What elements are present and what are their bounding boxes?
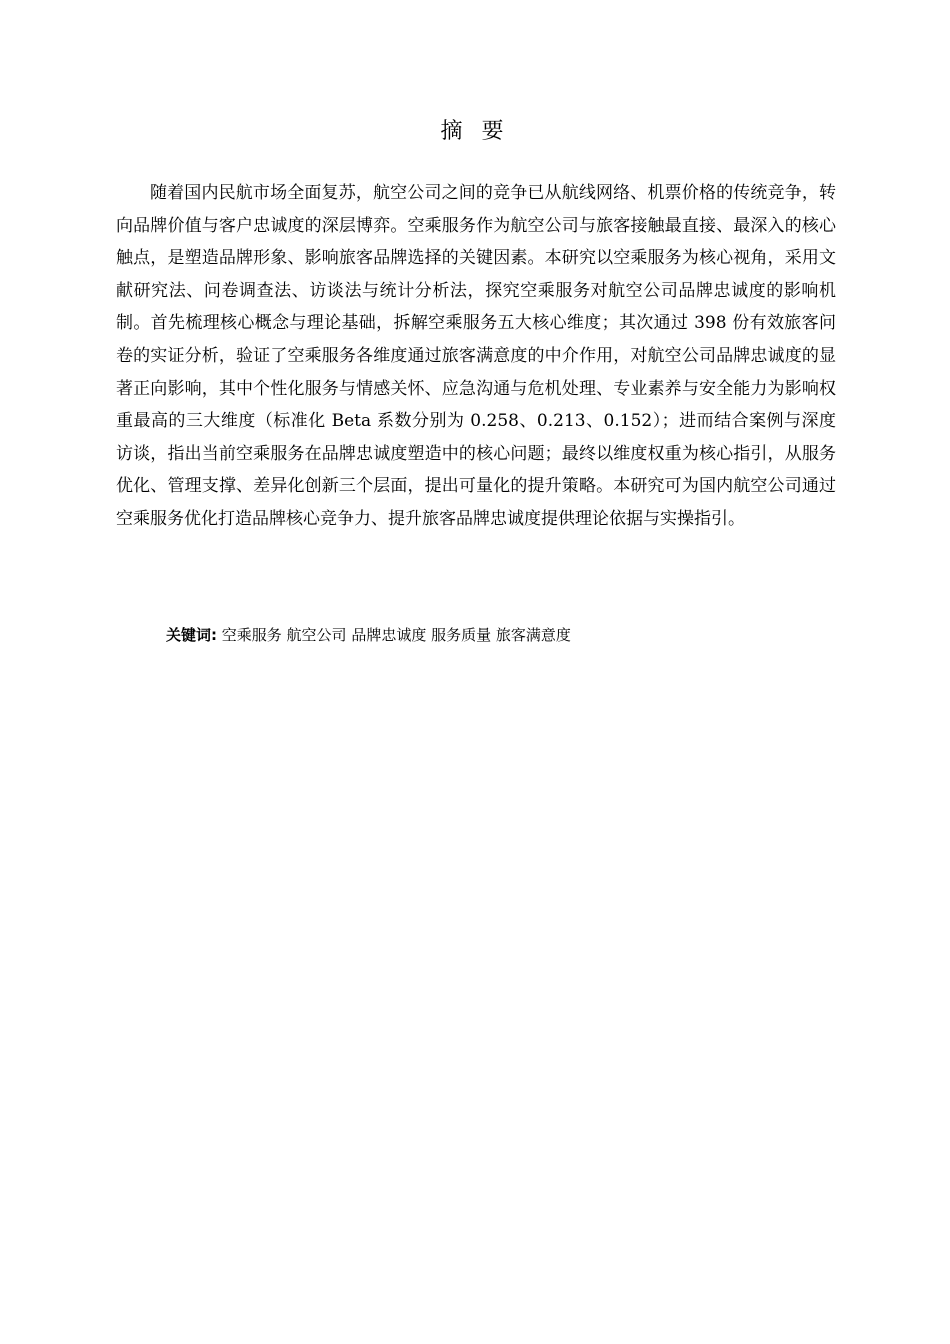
abstract-paragraph: 随着国内民航市场全面复苏，航空公司之间的竞争已从航线网络、机票价格的传统竞争，转向品牌价值与客户忠诚度的深层博弈。空乘服务作为航空公司与旅客接触最直接、最深入的核心触点，是塑造品牌形象、影响旅客品牌选择的关键因素。本研究以空乘服务为核心视角，采用文献研究法、问卷调查法、访谈法与统计分析法，探究空乘服务对航空公司品牌忠诚度的影响机制。首先梳理核心概念与理论基础，拆解空乘服务五大核心维度；其次通过 398 份有效旅客问卷的实证分析，验证了空乘服务各维度通过旅客满意度的中介作用，对航空公司品牌忠诚度的显著正向影响，其中个性化服务与情感关怀、应急沟通与危机处理、专业素养与安全能力为影响权重最高的三大维度（标准化 Beta 系数分别为 0.258、0.213、0.152）；进而结合案例与深度访谈，指出当前空乘服务在品牌忠诚度塑造中的核心问题；最终以维度权重为核心指引，从服务优化、管理支撑、差异化创新三个层面，提出可量化的提升策略。本研究可为国内航空公司通过空乘服务优化打造品牌核心竞争力、提升旅客品牌忠诚度提供理论依据与实操指引。 [116, 183, 836, 529]
page-title: 摘 要 [440, 119, 510, 144]
keywords-label: 关键词: [166, 626, 217, 644]
keywords-line [166, 624, 571, 646]
keywords-text: 空乘服务 航空公司 品牌忠诚度 服务质量 旅客满意度 [221, 626, 571, 644]
